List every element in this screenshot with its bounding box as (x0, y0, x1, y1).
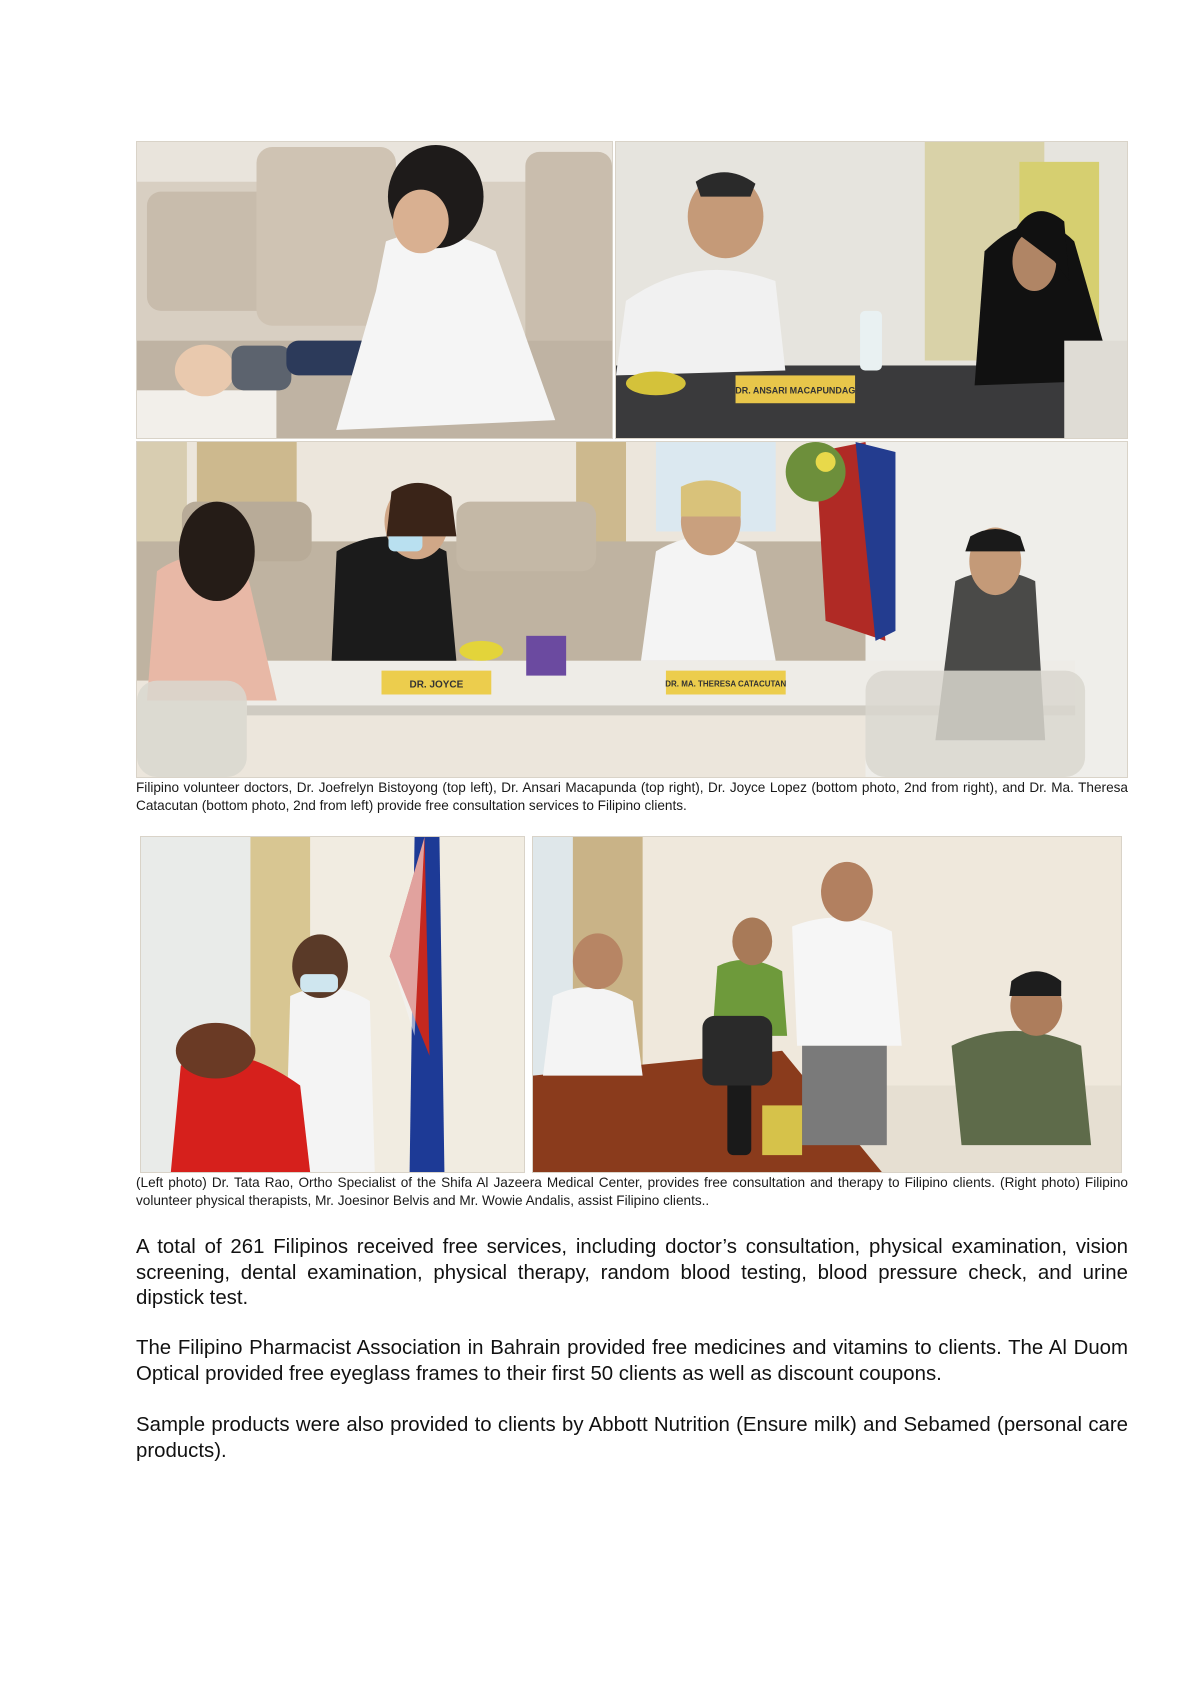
photo-physical-therapists (532, 836, 1122, 1173)
photo-ortho-specialist (140, 836, 525, 1173)
photo-two-doctors-table (136, 441, 1128, 778)
paragraph-services: A total of 261 Filipinos received free services, including doctor’s consultation, physical examination, vision screening, dental examination, physical therapy, random blood testing, blood pressure check, and urine dipstick test. (136, 1236, 1128, 1309)
nameplate-ansari: DR. ANSARI MACAPUNDAG (735, 385, 856, 396)
photo-doctor-at-desk (615, 141, 1128, 439)
caption-bottom: (Left photo) Dr. Tata Rao, Ortho Specialist of the Shifa Al Jazeera Medical Center, provides free consultation and therapy to Filipino clients. (Right photo) Filipino volunteer physical therapists, Mr. Joesinor Belvis and Mr. Wowie Andalis, assist Filipino clients.. (136, 1175, 1128, 1208)
nameplate-theresa: DR. MA. THERESA CATACUTAN (665, 679, 787, 689)
caption-top: Filipino volunteer doctors, Dr. Joefrelyn Bistoyong (top left), Dr. Ansari Macapunda (top right), Dr. Joyce Lopez (bottom photo, 2nd from right), and Dr. Ma. Theresa Catacutan (bottom photo, 2nd from left) provide free consultation services to Filipino clients. (136, 780, 1128, 813)
paragraph-pharmacist-optical: The Filipino Pharmacist Association in Bahrain provided free medicines and vitamins to clients. The Al Duom Optical provided free eyeglass frames to their first 50 clients as well as discount coupons. (136, 1337, 1128, 1385)
nameplate-joyce: DR. JOYCE (409, 679, 464, 691)
photo-doctor-with-baby (136, 141, 613, 439)
paragraph-sample-products: Sample products were also provided to clients by Abbott Nutrition (Ensure milk) and Sebamed (personal care products). (136, 1414, 1128, 1462)
